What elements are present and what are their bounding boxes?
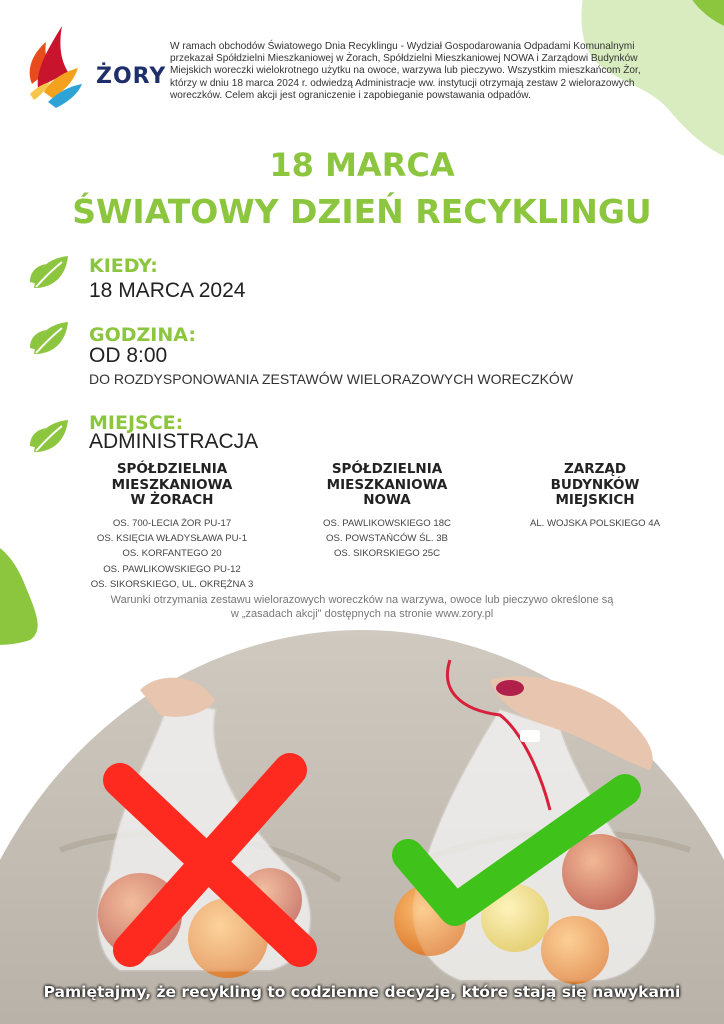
- institution-column: [292, 462, 482, 562]
- zory-flame-logo: [24, 22, 84, 110]
- conditions-line: Warunki otrzymania zestawu wielorazowych woreczków na warzywa, owoce lub pieczywo określone są: [110, 594, 614, 606]
- institution-name-line: BUDYNKÓW: [550, 476, 640, 493]
- title-event: ŚWIATOWY DZIEŃ RECYKLINGU: [72, 192, 652, 231]
- when-value: 18 MARCA 2024: [89, 279, 246, 302]
- leaf-icon: [28, 416, 70, 456]
- footer-slogan: Pamiętajmy, że recykling to codzienne decyzje, które stają się nawykami: [43, 983, 681, 1001]
- institution-address: OS. POWSTAŃCÓW ŚL. 3B: [326, 532, 448, 544]
- intro-paragraph: W ramach obchodów Światowego Dnia Recyklingu - Wydział Gospodarowania Odpadami Komunalnymi przekazał Spółdzielni Mieszkaniowej w Żorach, Spółdzielni Mieszkaniowej NOWA i Zarządowi Budynków Miejskich woreczki wielokrotnego użytku na owoce, warzywa lub pieczywo. Wszystkim mieszkańcom Żor, którzy w dniu 18 marca 2024 r. odwiedzą Administracje ww. instytucji otrzymają zestaw 2 wielorazowych woreczków. Celem akcji jest ograniczenie i zapobieganie powstawania odpadów.: [170, 41, 641, 101]
- hour-note: DO ROZDYSPONOWANIA ZESTAWÓW WIELORAZOWYCH WORECZKÓW: [89, 371, 574, 387]
- institution-column: [60, 462, 284, 593]
- institution-name-line: MIEJSKICH: [555, 492, 635, 508]
- title-date: 18 MARCA: [269, 146, 455, 184]
- institution-address: OS. SIKORSKIEGO, UL. OKRĘŻNA 3: [90, 579, 254, 591]
- place-label: MIEJSCE:: [89, 412, 184, 434]
- institution-name-line: MIESZKANIOWA: [111, 476, 233, 493]
- institution-name-line: SPÓŁDZIELNIA: [116, 461, 228, 477]
- when-label: KIEDY:: [89, 255, 158, 277]
- institution-name-line: MIESZKANIOWA: [326, 476, 448, 493]
- institution-address: OS. KSIĘCIA WŁADYSŁAWA PU-1: [96, 532, 248, 544]
- institution-address: OS. KORFANTEGO 20: [122, 548, 222, 560]
- conditions-line: w „zasadach akcji" dostępnych na stronie www.zory.pl: [230, 607, 494, 620]
- institution-name-line: NOWA: [363, 492, 411, 508]
- leaf-icon: [28, 318, 70, 358]
- institution-address: OS. SIKORSKIEGO 25C: [333, 548, 441, 560]
- zory-logo: [24, 22, 167, 112]
- leaf-icon: [28, 252, 70, 292]
- brand-name: ŻORY: [96, 64, 167, 89]
- institution-column: [500, 462, 690, 531]
- institution-name-line: ZARZĄD: [563, 461, 627, 477]
- place-value: ADMINISTRACJA: [89, 430, 259, 453]
- institution-name-line: W ŻORACH: [130, 492, 214, 508]
- bags-photo: [0, 620, 724, 1024]
- institution-address: OS. PAWLIKOWSKIEGO 18C: [323, 517, 451, 529]
- hour-label: GODZINA:: [89, 324, 196, 346]
- institution-address: OS. PAWLIKOWSKIEGO PU-12: [103, 563, 241, 575]
- institution-address: OS. 700-LECIA ŻOR PU-17: [112, 517, 232, 529]
- conditions-note: [60, 594, 664, 621]
- hour-value: OD 8:00: [89, 344, 168, 367]
- institution-name-line: SPÓŁDZIELNIA: [331, 461, 443, 477]
- institution-address: AL. WOJSKA POLSKIEGO 4A: [529, 517, 661, 529]
